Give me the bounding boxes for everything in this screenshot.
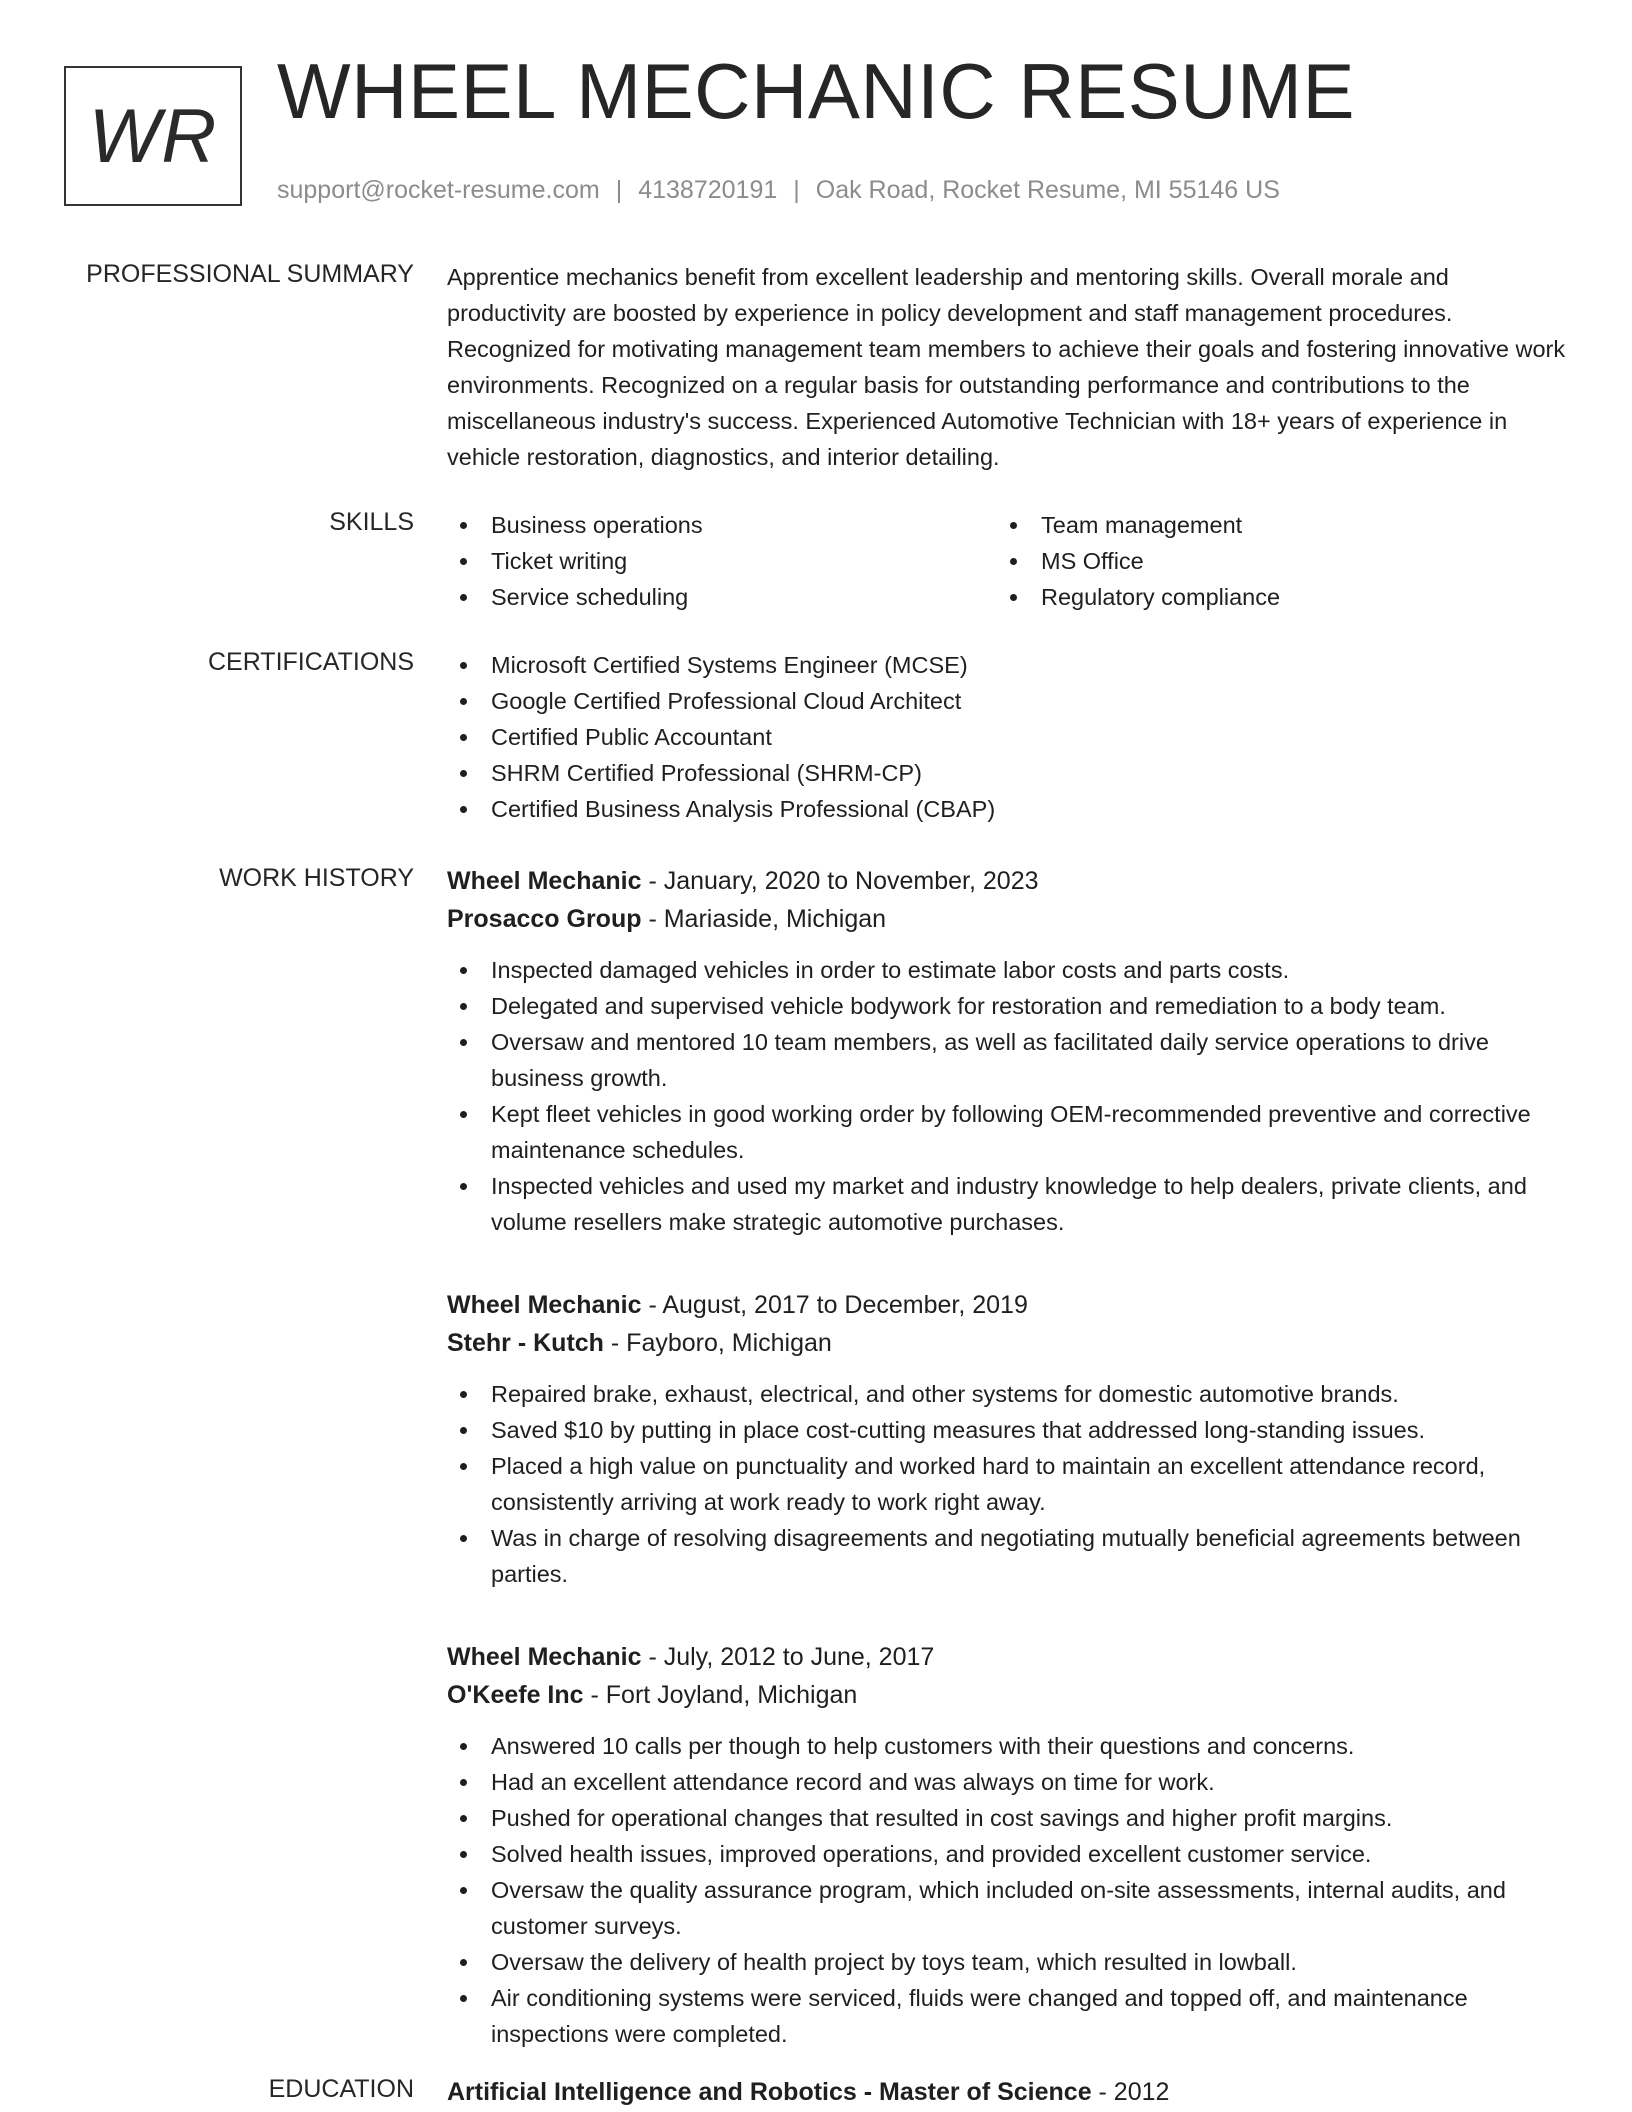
skill-item: Service scheduling xyxy=(447,579,997,615)
job-bullet: Oversaw and mentored 10 team members, as well as facilitated daily service operations to drive business growth. xyxy=(447,1024,1567,1096)
certification-item: SHRM Certified Professional (SHRM-CP) xyxy=(447,755,1567,791)
job-bullet: Inspected vehicles and used my market and industry knowledge to help dealers, private clients, and volume resellers make strategic automotive purchases. xyxy=(447,1168,1567,1240)
certifications-list xyxy=(447,647,1567,827)
job-title-line xyxy=(447,1286,1567,1324)
work-history-body xyxy=(447,862,1567,2098)
job-bullets xyxy=(447,1728,1567,2052)
contact-separator: | xyxy=(793,176,800,204)
job-title: Wheel Mechanic xyxy=(447,1291,642,1319)
skill-item: Business operations xyxy=(447,507,997,543)
skill-item: Regulatory compliance xyxy=(997,579,1547,615)
job-title: Wheel Mechanic xyxy=(447,1643,642,1671)
job-bullets xyxy=(447,952,1567,1240)
job-title-line xyxy=(447,1638,1567,1676)
section-label-skills: SKILLS xyxy=(329,508,414,536)
job-dates: - August, 2017 to December, 2019 xyxy=(641,1291,1028,1319)
job-title-line xyxy=(447,862,1567,900)
job-bullet: Kept fleet vehicles in good working order by following OEM-recommended preventive and corrective maintenance schedules. xyxy=(447,1096,1567,1168)
contact-email: support@rocket-resume.com xyxy=(277,176,600,204)
job-bullets xyxy=(447,1376,1567,1592)
job-location: - Mariaside, Michigan xyxy=(641,905,887,933)
job-company: O'Keefe Inc xyxy=(447,1681,584,1709)
job-bullet: Oversaw the delivery of health project by toys team, which resulted in lowball. xyxy=(447,1944,1567,1980)
job-company: Prosacco Group xyxy=(447,905,642,933)
job-company: Stehr - Kutch xyxy=(447,1329,604,1357)
job-bullet: Solved health issues, improved operations, and provided excellent customer service. xyxy=(447,1836,1567,1872)
certification-item: Microsoft Certified Systems Engineer (MCSE) xyxy=(447,647,1567,683)
job-company-line xyxy=(447,1676,1567,1714)
skills-list-right xyxy=(997,507,1547,615)
job-bullet: Was in charge of resolving disagreements and negotiating mutually beneficial agreements between parties. xyxy=(447,1520,1567,1592)
job-bullet: Pushed for operational changes that resulted in cost savings and higher profit margins. xyxy=(447,1800,1567,1836)
job-entry xyxy=(447,1638,1567,2052)
summary-body xyxy=(447,259,1567,475)
job-bullet: Inspected damaged vehicles in order to estimate labor costs and parts costs. xyxy=(447,952,1567,988)
education-body xyxy=(447,2073,1567,2111)
job-bullet: Saved $10 by putting in place cost-cutting measures that addressed long-standing issues. xyxy=(447,1412,1567,1448)
job-bullet: Answered 10 calls per though to help customers with their questions and concerns. xyxy=(447,1728,1567,1764)
contact-line xyxy=(277,176,1280,205)
education-entry xyxy=(447,2073,1567,2111)
job-location: - Fayboro, Michigan xyxy=(603,1329,832,1357)
resume-title: WHEEL MECHANIC RESUME xyxy=(277,47,1356,135)
job-entry xyxy=(447,1286,1567,1592)
job-bullet: Had an excellent attendance record and was always on time for work. xyxy=(447,1764,1567,1800)
skill-item: Team management xyxy=(997,507,1547,543)
section-label-certifications: CERTIFICATIONS xyxy=(207,648,414,676)
job-entry xyxy=(447,862,1567,1240)
section-label-work-history: WORK HISTORY xyxy=(219,864,414,892)
skill-item: Ticket writing xyxy=(447,543,997,579)
job-bullet: Placed a high value on punctuality and worked hard to maintain an excellent attendance record, consistently arriving at work ready to work right away. xyxy=(447,1448,1567,1520)
education-degree: Artificial Intelligence and Robotics - Master of Science xyxy=(447,2078,1092,2106)
skills-list-left xyxy=(447,507,997,615)
skills-body xyxy=(447,507,1567,615)
section-label-education: EDUCATION xyxy=(268,2075,414,2103)
resume-header xyxy=(0,0,1632,230)
contact-phone: 4138720191 xyxy=(638,176,778,204)
job-bullet: Air conditioning systems were serviced, fluids were changed and topped off, and maintenance inspections were completed. xyxy=(447,1980,1567,2052)
job-bullet: Delegated and supervised vehicle bodywork for restoration and remediation to a body team. xyxy=(447,988,1567,1024)
contact-address: Oak Road, Rocket Resume, MI 55146 US xyxy=(815,176,1280,204)
job-location: - Fort Joyland, Michigan xyxy=(583,1681,858,1709)
job-company-line xyxy=(447,900,1567,938)
summary-text: Apprentice mechanics benefit from excellent leadership and mentoring skills. Overall morale and productivity are boosted by experience in policy development and staff management procedures. Recognized for motivating management team members to achieve their goals and fostering innovative work environments. Recognized on a regular basis for outstanding performance and contributions to the miscellaneous industry's success. Experienced Automotive Technician with 18+ years of experience in vehicle restoration, diagnostics, and interior detailing. xyxy=(447,264,1566,470)
monogram-logo: WR xyxy=(64,66,242,206)
skill-item: MS Office xyxy=(997,543,1547,579)
certification-item: Certified Business Analysis Professional (CBAP) xyxy=(447,791,1567,827)
education-year: - 2012 xyxy=(1091,2078,1170,2106)
job-bullet: Oversaw the quality assurance program, which included on-site assessments, internal audits, and customer surveys. xyxy=(447,1872,1567,1944)
certification-item: Google Certified Professional Cloud Architect xyxy=(447,683,1567,719)
job-dates: - January, 2020 to November, 2023 xyxy=(641,867,1039,895)
job-title: Wheel Mechanic xyxy=(447,867,642,895)
section-label-summary: PROFESSIONAL SUMMARY xyxy=(86,260,414,288)
job-dates: - July, 2012 to June, 2017 xyxy=(641,1643,935,1671)
certification-item: Certified Public Accountant xyxy=(447,719,1567,755)
certifications-body xyxy=(447,647,1567,827)
job-company-line xyxy=(447,1324,1567,1362)
contact-separator: | xyxy=(615,176,623,204)
job-bullet: Repaired brake, exhaust, electrical, and other systems for domestic automotive brands. xyxy=(447,1376,1567,1412)
